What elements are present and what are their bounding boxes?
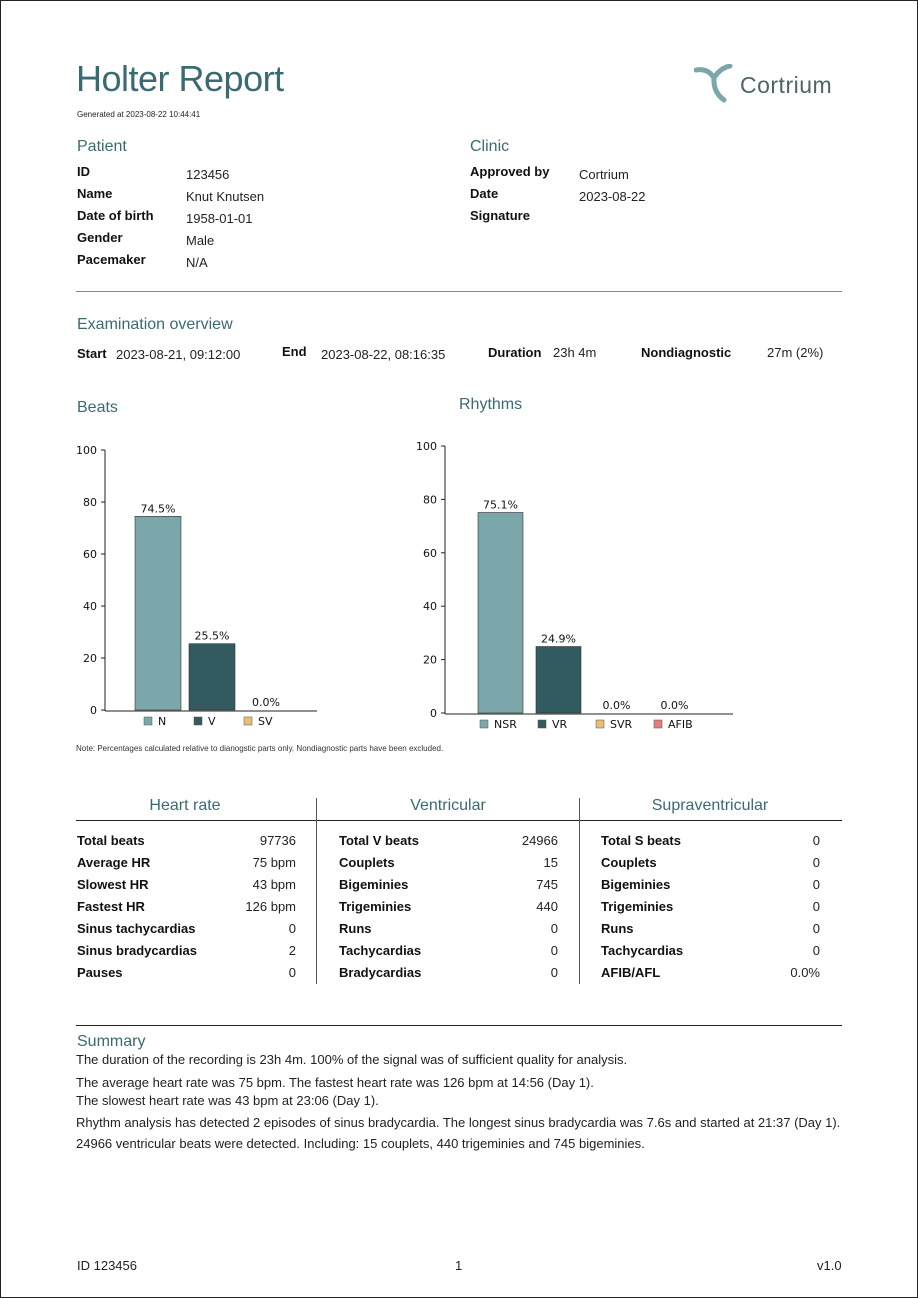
stat-value: 0 xyxy=(288,921,296,936)
stat-label: Total V beats xyxy=(339,833,419,848)
summary-line: 24966 ventricular beats were detected. Including: 15 couplets, 440 trigeminies and 745 bigeminies. xyxy=(76,1136,645,1151)
data-label-n: 74.5% xyxy=(140,502,176,516)
stat-value: 24966 xyxy=(521,833,558,848)
end-value: 2023-08-22, 08:16:35 xyxy=(321,347,446,362)
chart-note: Note: Percentages calculated relative to dianogstic parts only. Nondiagnostic parts have been excluded. xyxy=(76,744,444,753)
y-tick-label: 40 xyxy=(83,600,97,613)
y-tick-label: 80 xyxy=(83,496,97,509)
cortrium-logo-icon xyxy=(694,64,738,106)
page-number: 1 xyxy=(455,1258,463,1273)
version: v1.0 xyxy=(817,1258,842,1273)
column-separator xyxy=(316,798,317,984)
stat-value: 0 xyxy=(812,833,820,848)
divider xyxy=(76,291,842,292)
stat-value: 2 xyxy=(288,943,296,958)
legend-label-svr: SVR xyxy=(610,718,633,731)
overview-heading: Examination overview xyxy=(77,316,233,333)
legend-swatch-v xyxy=(194,717,202,725)
rhythms-chart xyxy=(400,432,750,736)
stat-value: 0 xyxy=(812,855,820,870)
stat-label: Couplets xyxy=(601,855,657,870)
beats-chart-title: Beats xyxy=(77,399,118,416)
legend-label-vr: VR xyxy=(552,718,568,731)
column-separator xyxy=(579,798,580,984)
clinic-heading: Clinic xyxy=(470,138,510,155)
patient-field-value: 123456 xyxy=(186,167,230,182)
clinic-field-value: 2023-08-22 xyxy=(579,189,646,204)
logo-text: Cortrium xyxy=(740,72,833,98)
data-label-nsr: 75.1% xyxy=(483,498,518,512)
clinic-field-label: Signature xyxy=(470,208,530,223)
beats-chart xyxy=(60,436,340,736)
stat-label: Sinus bradycardias xyxy=(77,943,197,958)
stat-value: 15 xyxy=(543,855,558,870)
stat-label: Trigeminies xyxy=(601,899,674,914)
summary-divider xyxy=(76,1025,842,1026)
rhythms-chart-title: Rhythms xyxy=(459,396,523,413)
legend-swatch-vr xyxy=(538,720,546,728)
footer-id: ID 123456 xyxy=(77,1258,137,1273)
supraventricular-heading: Supraventricular xyxy=(651,797,769,814)
patient-heading: Patient xyxy=(77,138,127,155)
stat-label: Runs xyxy=(601,921,634,936)
patient-field-label: Pacemaker xyxy=(77,252,146,267)
clinic-field-value: Cortrium xyxy=(579,167,629,182)
y-tick-label: 60 xyxy=(83,548,97,561)
stat-value: 0 xyxy=(812,943,820,958)
y-tick-label: 100 xyxy=(416,440,437,453)
summary-line: The average heart rate was 75 bpm. The fastest heart rate was 126 bpm at 14:56 (Day 1). xyxy=(76,1075,594,1090)
end-label: End xyxy=(282,344,307,359)
stat-label: Runs xyxy=(339,921,372,936)
stat-label: Couplets xyxy=(339,855,395,870)
stat-label: Bigeminies xyxy=(339,877,409,892)
data-label-svr: 0.0% xyxy=(602,699,631,712)
stat-label: Fastest HR xyxy=(77,899,145,914)
legend-label-afib: AFIB xyxy=(668,718,693,731)
stat-value: 0 xyxy=(550,965,558,980)
bar-nsr xyxy=(478,512,523,713)
stat-label: Bradycardias xyxy=(339,965,422,980)
stat-label: Tachycardias xyxy=(601,943,684,958)
report-title: Holter Report xyxy=(76,58,284,99)
stat-value: 0 xyxy=(812,877,820,892)
summary-line: Rhythm analysis has detected 2 episodes of sinus bradycardia. The longest sinus bradycardia was 7.6s and started at 21:37 (Day 1). xyxy=(76,1115,841,1130)
nondiagnostic-value: 27m (2%) xyxy=(767,345,824,360)
y-tick-label: 0 xyxy=(430,707,437,720)
stats-header-divider xyxy=(76,820,842,821)
cortrium-logo xyxy=(694,64,844,106)
legend-label-nsr: NSR xyxy=(494,718,517,731)
patient-field-label: ID xyxy=(77,164,90,179)
legend-swatch-n xyxy=(144,717,152,725)
stat-value: 75 bpm xyxy=(252,855,296,870)
legend-swatch-afib xyxy=(654,720,662,728)
legend-label-sv: SV xyxy=(258,715,273,728)
stat-label: Average HR xyxy=(77,855,151,870)
stat-label: Bigeminies xyxy=(601,877,671,892)
patient-field-value: Knut Knutsen xyxy=(186,189,265,204)
summary-heading: Summary xyxy=(77,1033,146,1050)
stat-value: 126 bpm xyxy=(245,899,296,914)
stat-label: Trigeminies xyxy=(339,899,412,914)
patient-field-value: Male xyxy=(186,233,215,248)
patient-field-value: 1958-01-01 xyxy=(186,211,253,226)
data-label-sv: 0.0% xyxy=(252,696,280,709)
stat-value: 0 xyxy=(288,965,296,980)
stat-value: 0.0% xyxy=(790,965,820,980)
data-label-afib: 0.0% xyxy=(660,699,689,712)
stat-value: 43 bpm xyxy=(252,877,296,892)
generated-timestamp: Generated at 2023-08-22 10:44:41 xyxy=(77,110,201,119)
legend-swatch-svr xyxy=(596,720,604,728)
stat-value: 0 xyxy=(550,943,558,958)
stat-value: 745 xyxy=(536,877,558,892)
stat-label: AFIB/AFL xyxy=(601,965,661,980)
bar-vr xyxy=(536,647,581,713)
start-value: 2023-08-21, 09:12:00 xyxy=(116,347,241,362)
heart-rate-heading: Heart rate xyxy=(149,797,221,814)
data-label-v: 25.5% xyxy=(194,629,230,643)
stat-label: Total S beats xyxy=(601,833,681,848)
patient-field-value: N/A xyxy=(186,255,208,270)
ventricular-heading: Ventricular xyxy=(410,797,486,814)
legend-swatch-sv xyxy=(244,717,252,725)
y-tick-label: 100 xyxy=(76,444,97,457)
nondiagnostic-label: Nondiagnostic xyxy=(641,345,732,360)
stat-label: Total beats xyxy=(77,833,145,848)
start-label: Start xyxy=(77,346,107,361)
stat-label: Slowest HR xyxy=(77,877,149,892)
stat-value: 0 xyxy=(812,899,820,914)
stat-value: 440 xyxy=(536,899,558,914)
clinic-field-label: Date xyxy=(470,186,499,201)
y-tick-label: 0 xyxy=(90,704,97,717)
legend-label-n: N xyxy=(158,715,167,728)
patient-field-label: Gender xyxy=(77,230,123,245)
patient-field-label: Name xyxy=(77,186,113,201)
summary-line: The slowest heart rate was 43 bpm at 23:06 (Day 1). xyxy=(76,1093,379,1108)
stat-value: 0 xyxy=(550,921,558,936)
y-tick-label: 20 xyxy=(83,652,97,665)
stat-value: 97736 xyxy=(259,833,296,848)
legend-label-v: V xyxy=(208,715,216,728)
summary-line: The duration of the recording is 23h 4m. 100% of the signal was of sufficient quality for analysis. xyxy=(76,1052,628,1067)
stat-value: 0 xyxy=(812,921,820,936)
clinic-field-label: Approved by xyxy=(470,164,550,179)
y-tick-label: 60 xyxy=(423,546,437,560)
data-label-vr: 24.9% xyxy=(541,632,576,646)
duration-value: 23h 4m xyxy=(553,345,597,360)
stat-label: Tachycardias xyxy=(339,943,422,958)
y-tick-label: 20 xyxy=(423,653,437,667)
bar-n xyxy=(135,516,181,710)
y-tick-label: 40 xyxy=(423,600,437,614)
legend-swatch-nsr xyxy=(480,720,488,728)
stat-label: Sinus tachycardias xyxy=(77,921,196,936)
duration-label: Duration xyxy=(488,345,542,360)
y-tick-label: 80 xyxy=(423,493,437,507)
bar-v xyxy=(189,644,235,710)
stat-label: Pauses xyxy=(77,965,123,980)
patient-field-label: Date of birth xyxy=(77,208,154,223)
